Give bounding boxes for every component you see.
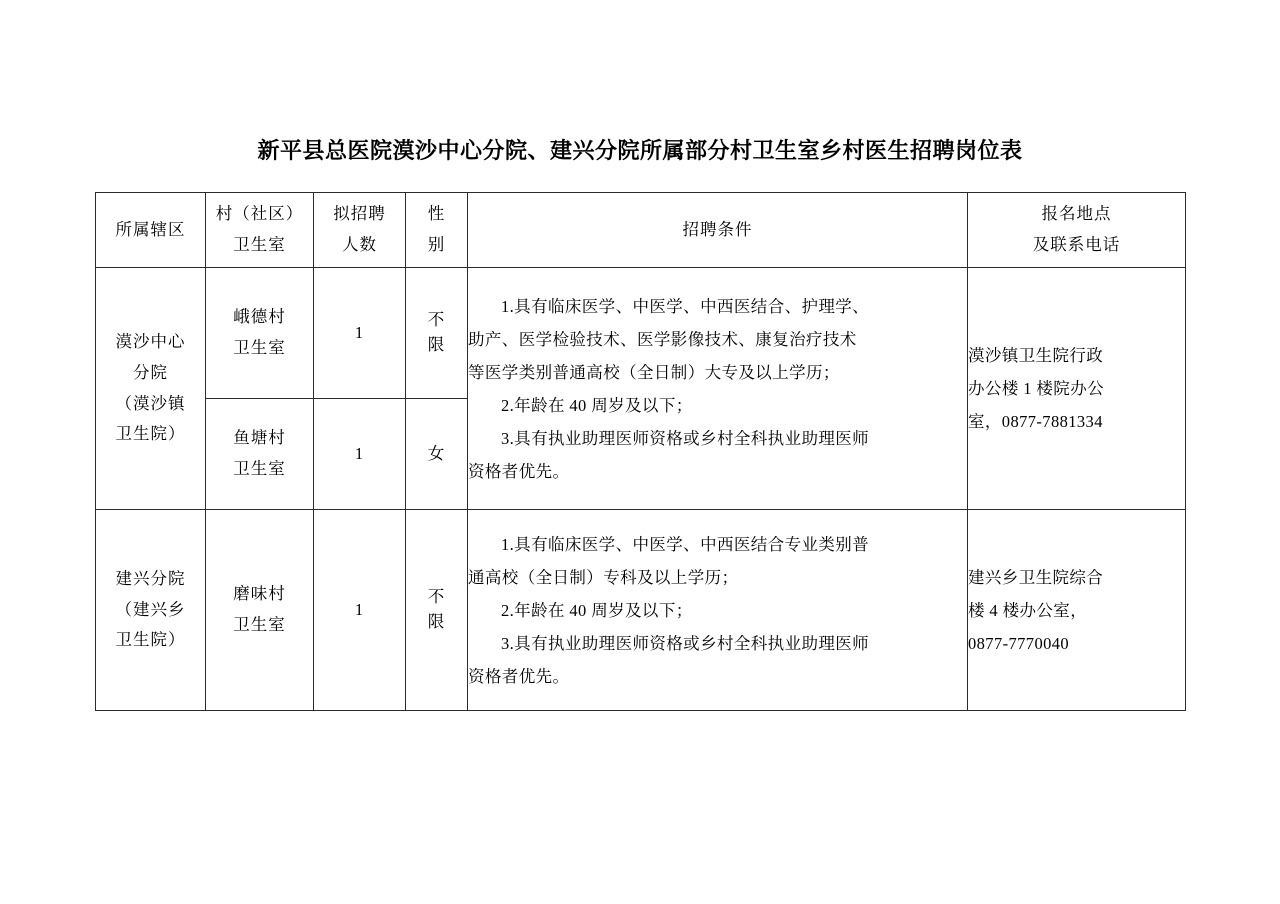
gender-line: 限 [427, 335, 446, 354]
district-line: 分院 [133, 362, 168, 382]
header-clinic-line1: 村（社区） [215, 204, 304, 224]
header-gender [406, 193, 468, 268]
page-title: 新平县总医院漠沙中心分院、建兴分院所属部分村卫生室乡村医生招聘岗位表 [257, 138, 1023, 163]
district-line: 漠沙中心 [115, 332, 186, 352]
recruitment-table [95, 192, 1186, 711]
clinic-line: 卫生室 [233, 615, 286, 634]
header-contact [968, 193, 1186, 268]
district-line: （建兴乡 [115, 599, 186, 619]
condition-line: 资格者优先。 [468, 461, 570, 481]
cell-gender-1 [406, 399, 468, 510]
contact-line: 漠沙镇卫生院行政 [968, 346, 1104, 365]
header-contact-line2: 及联系电话 [1032, 235, 1121, 254]
cell-district-2 [96, 510, 206, 711]
header-quota-line1: 拟招聘 [333, 204, 386, 224]
gender-line: 不 [427, 310, 446, 330]
gender-line: 限 [427, 612, 446, 631]
header-quota-line2: 人数 [342, 235, 377, 254]
cell-conditions-2 [468, 510, 968, 711]
cell-clinic-2 [206, 510, 314, 711]
header-gender-line2: 别 [427, 235, 446, 254]
header-quota [314, 193, 406, 268]
contact-line: 办公楼 1 楼院办公 [968, 379, 1104, 398]
cell-conditions-0 [468, 268, 968, 510]
cell-contact-2 [968, 510, 1186, 711]
condition-line: 1.具有临床医学、中医学、中西医结合、护理学、 [501, 296, 870, 316]
table-row [96, 268, 1186, 399]
contact-line: 室，0877-7881334 [968, 412, 1103, 431]
condition-line: 3.具有执业助理医师资格或乡村全科执业助理医师 [501, 633, 870, 653]
header-district: 所属辖区 [96, 193, 206, 268]
header-clinic-line2: 卫生室 [233, 235, 286, 254]
condition-line: 资格者优先。 [468, 666, 570, 686]
clinic-line: 卫生室 [233, 459, 286, 478]
table-header-row [96, 193, 1186, 268]
district-line: （漠沙镇 [115, 393, 186, 413]
condition-line: 2.年龄在 40 周岁及以下； [501, 600, 693, 620]
cell-clinic-1 [206, 399, 314, 510]
cell-gender-0 [406, 268, 468, 399]
gender-line: 女 [427, 443, 446, 463]
condition-line: 通高校（全日制）专科及以上学历； [468, 567, 739, 587]
condition-line: 1.具有临床医学、中医学、中西医结合专业类别普 [501, 534, 870, 554]
header-conditions: 招聘条件 [468, 193, 968, 268]
clinic-line: 磨味村 [233, 584, 286, 604]
district-line: 卫生院） [115, 424, 186, 444]
condition-line: 等医学类别普通高校（全日制）大专及以上学历； [468, 362, 840, 382]
gender-line: 不 [427, 587, 446, 607]
cell-gender-2 [406, 510, 468, 711]
condition-line: 助产、医学检验技术、医学影像技术、康复治疗技术 [468, 329, 857, 349]
contact-line: 0877-7770040 [968, 633, 1070, 653]
cell-quota-0: 1 [314, 268, 406, 399]
cell-district-0 [96, 268, 206, 510]
header-clinic [206, 193, 314, 268]
cell-clinic-0 [206, 268, 314, 399]
clinic-line: 峨德村 [233, 307, 286, 327]
cell-contact-0 [968, 268, 1186, 510]
contact-line: 楼 4 楼办公室， [968, 600, 1088, 620]
district-line: 建兴分院 [115, 569, 186, 589]
clinic-line: 卫生室 [233, 338, 286, 357]
cell-quota-1: 1 [314, 399, 406, 510]
header-contact-line1: 报名地点 [1041, 204, 1112, 224]
condition-line: 3.具有执业助理医师资格或乡村全科执业助理医师 [501, 428, 870, 448]
table-row [96, 510, 1186, 711]
header-gender-line1: 性 [427, 204, 446, 224]
condition-line: 2.年龄在 40 周岁及以下； [501, 395, 693, 415]
cell-quota-2: 1 [314, 510, 406, 711]
contact-line: 建兴乡卫生院综合 [968, 567, 1104, 587]
district-line: 卫生院） [115, 630, 186, 650]
clinic-line: 鱼塘村 [233, 428, 286, 448]
